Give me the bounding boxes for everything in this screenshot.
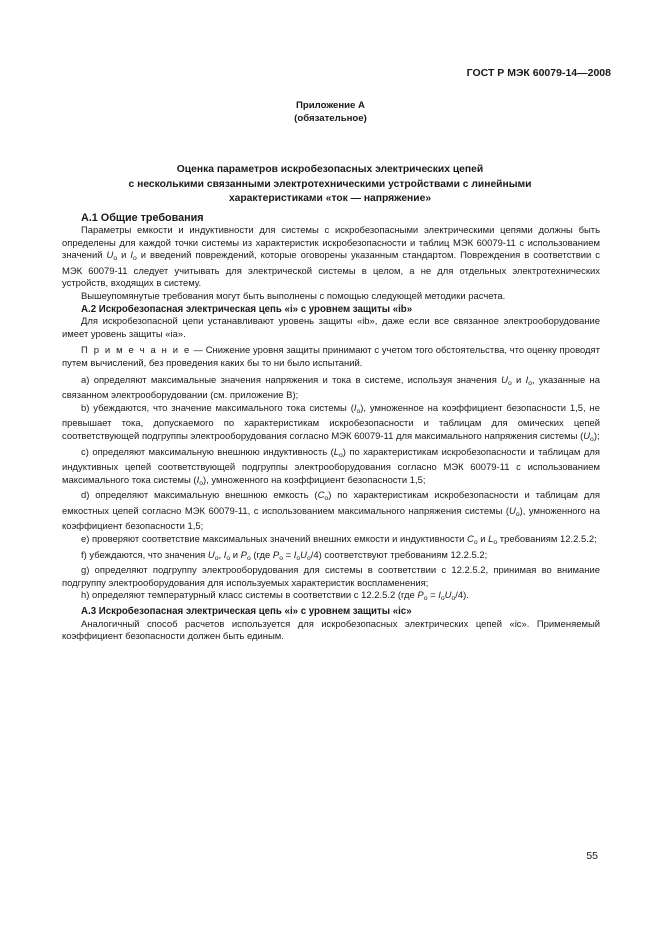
section-a2-paragraph-1: Для искробезопасной цепи устанавливают уровень защиты «ib», даже если все связанное электрооборудование имеет уровень защиты «ia». [62,316,600,340]
list-item-c: c) определяют максимальную внешнюю индуктивность $(L_o)$ по характеристикам искробезопасности и таблицам для индуктивных цепей соответствующей подгруппы электрооборудования согласно МЭК 60079-11 с использованием максимального тока системы $(I_o)$, умноженного на коэффициент безопасности 1,5; [62,446,601,487]
title-line-2: с несколькими связанными электротехническими устройствами с линейными [128,178,532,190]
section-a1-paragraph-2: Вышеупомянутые требования могут быть выполнены с помощью следующей методики расчета. [81,290,506,302]
document-header: ГОСТ Р МЭК 60079-14—2008 [466,67,611,79]
list-item-b: b) убеждаются, что значение максимального тока системы $(I_o)$, умноженное на коэффициент безопасности 1,5, не превышает тока, допускаемого по характеристикам искробезопасности и таблицам для омических цепей соответствующей подгруппы электрооборудования согласно МЭК 60079-11 для максимального напряжения системы $(U_o)$; [62,402,600,443]
title-line-3: характеристиками «ток — напряжение» [228,193,432,204]
appendix-status: (обязательное) [294,113,367,124]
title-line-1: Оценка параметров искробезопасных электрических цепей [176,164,484,175]
section-a3-heading: А.3 Искробезопасная электрическая цепь «i» с уровнем защиты «ic» [81,606,412,618]
list-item-g: g) определяют подгруппу электрооборудования для системы в соответствии с 12.2.5.2, принимая во внимание подгруппу электрооборудования для используемых характеристик воспламенения; [62,565,600,589]
section-a1-paragraph-1: Параметры емкости и индуктивности для системы с искробезопасными электрическими цепями должны быть определены для каждой точки системы из характеристик искробезопасности и таблиц МЭК 60079-11 с использованием значений $U_o$ и $I_o$ и введений повреждений, которые оговорены указанным стандартом. Повреждения в соответствии с МЭК 60079-11 следует учитывать для электрической системы в целом, а не для отдельных электротехнических устройств, входящих в систему. [62,225,600,290]
list-item-f: f) убеждаются, что значения $U_o$, $I_o$ и $P_o$ (где $P_o = I_oU_o/4$) соответствуют требованиям 12.2.5.2; [81,549,488,562]
list-item-d: d) определяют максимальную внешнюю емкость $(C_o)$ по характеристикам искробезопасности и таблицам для емкостных цепей согласно МЭК 60079-11, с использованием максимального напряжения системы $(U_o)$, умноженного на коэффициент безопасности 1,5; [62,490,600,533]
page-number: 55 [586,850,598,862]
section-a2-heading: А.2 Искробезопасная электрическая цепь «i» с уровнем защиты «ib» [81,303,413,315]
list-item-a: a) определяют максимальные значения напряжения и тока в системе, используя значения $U_o$ и $I_o$, указанные на связанном электрооборудовании (см. приложение В); [62,374,600,402]
section-a2-note: П р и м е ч а н и е — Снижение уровня защиты принимают с учетом того обстоятельства, что оценку проводят путем вычислений, без проведения каких бы то ни было испытаний. [62,345,600,369]
document-body [62,212,600,644]
list-item-h: h) определяют температурный класс системы в соответствии с 12.2.5.2 (где $P_o = I_oU_o/4$). [81,590,469,603]
appendix-title [80,163,580,207]
section-a3-paragraph-1: Аналогичный способ расчетов используется для искробезопасных электрических цепей «ic». Применяемый коэффициент безопасности должен быть единым. [62,618,600,643]
appendix-label: Приложение А [296,100,365,111]
section-a1-heading: А.1 Общие требования [81,212,204,224]
list-item-e: e) проверяют соответствие максимальных значений внешних емкости и индуктивности $C_o$ и $L_o$ требованиям 12.2.5.2; [81,534,597,547]
